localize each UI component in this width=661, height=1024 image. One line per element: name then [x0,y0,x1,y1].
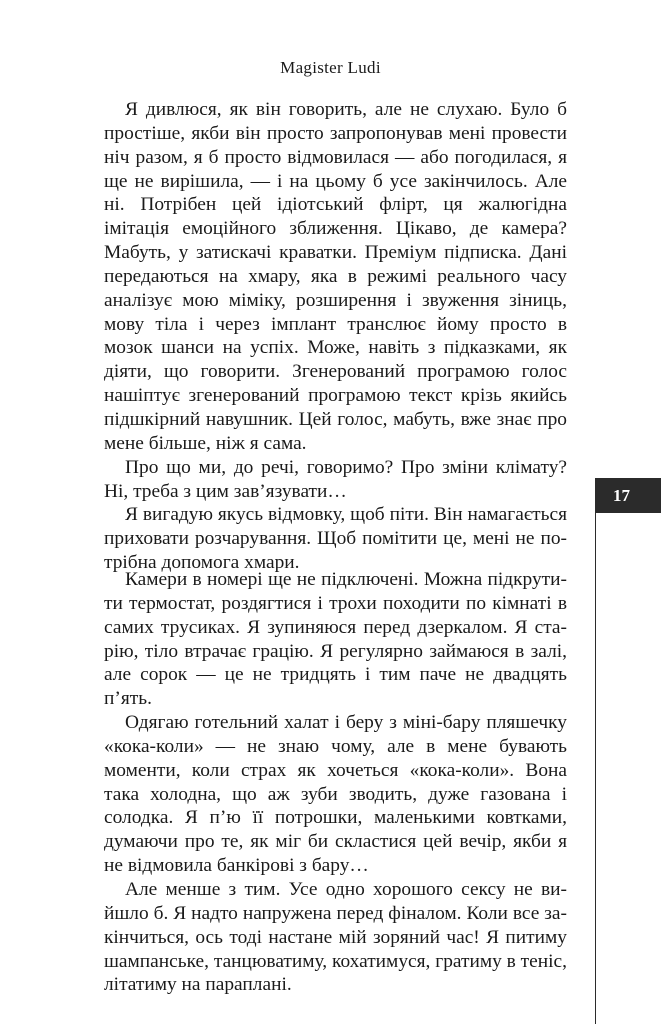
text-section-1 [104,98,567,575]
paragraph: Камери в номері ще не підключені. Можна підкрутити термостат, роздягтися і трохи походити по кімнаті в самих трусиках. Я зупиняюся перед дзеркалом. Я старію, тіло втрачає грацію. Я регулярно займаюся в залі, але сорок — це не тридцять і тим паче не двадцять п’ять. [104,569,567,710]
paragraph: Про що ми, до речі, говоримо? Про зміни клімату? Ні, треба з цим зав’язувати… [104,456,567,502]
paragraph: Я вигадую якусь відмовку, щоб піти. Він намагається приховати розчарування. Щоб помітити це, мені не потрібна допомога хмари. [104,504,567,574]
side-rule [595,513,596,1024]
paragraph: Але менше з тим. Усе одно хорошого сексу не вийшло б. Я надто напружена перед фіналом. Коли все закінчиться, ось тоді настане мій зоряний час! Я питиму шампанське, танцюватиму, кохатимуся, гратиму в теніс, літатиму на параплані. [104,878,567,996]
paragraph: Я дивлюся, як він говорить, але не слухаю. Було б простіше, якби він просто запропонував мені провести ніч разом, я б просто відмовилася — або погодилася, я ще не вирішила, — і на цьому б усе закінчилось. Але ні. Потрібен цей ідіотський флірт, ця жалюгідна імітація емоційного зближення. Цікаво, де камера? Мабуть, у затискачі краватки. Преміум підписка. Дані передаються на хмару, яка в режимі реального часу аналізує мою міміку, розширення і звуження зіниць, мову тіла і через імплант транслює йому просто в мозок шанси на успіх. Може, навіть з підказками, як діяти, що говорити. Згенерований програмою голос нашіптує згенерований програмою текст крізь якийсь підшкірний навушник. Цей голос, мабуть, вже знає про мене більше, ніж я сама. [104,99,567,454]
text-section-2 [104,568,567,997]
running-head: Magister Ludi [280,58,381,77]
paragraph: Одягаю готельний халат і беру з міні-бару пляшечку «кока-коли» — не знаю чому, але в мене бувають моменти, коли страх як хочеться «кока-коли». Вона така холодна, що аж зуби зводить, дуже газована і солодка. Я п’ю її потрошки, маленькими ковтками, думаючи про те, як міг би скластися цей вечір, якби я не відмовила банкірові з бару… [104,712,567,877]
page-number-tab: 17 [595,478,661,513]
